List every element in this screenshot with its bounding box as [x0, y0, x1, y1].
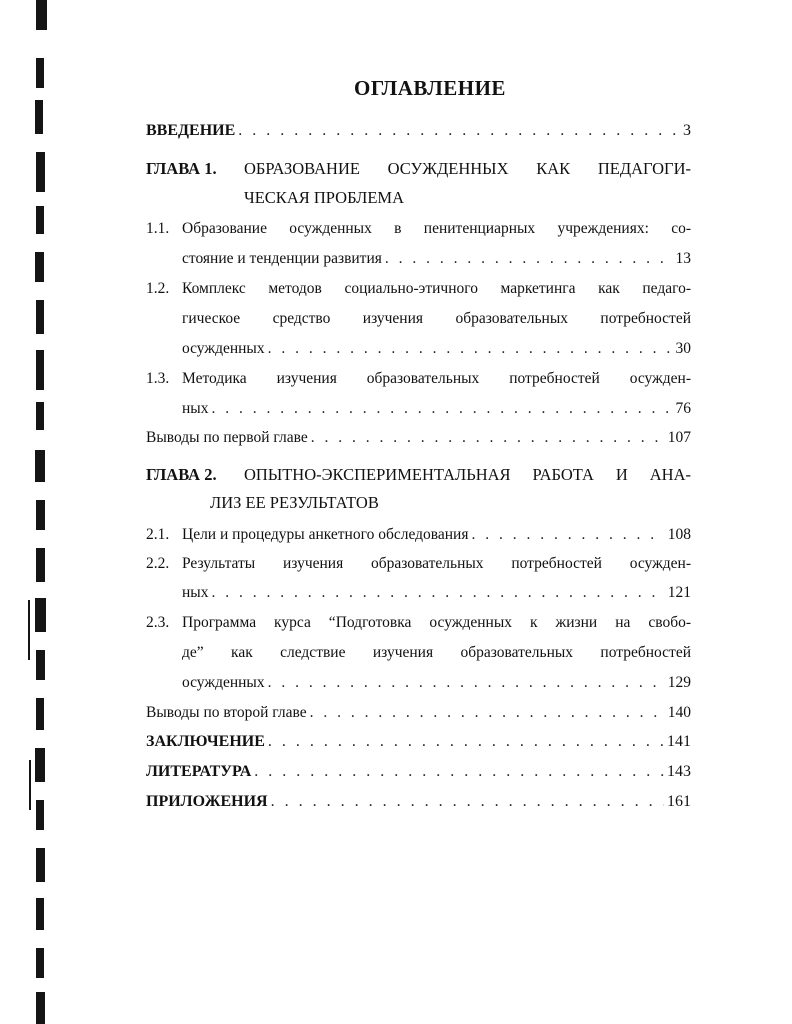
toc-chapter-1[interactable] — [146, 156, 691, 182]
page-number: 161 — [667, 793, 691, 810]
toc-entry-literature[interactable] — [146, 759, 691, 785]
section-number: 2.2. — [146, 555, 170, 572]
section-title-line: гическое средство изучения образовательных потребностей — [182, 310, 691, 327]
section-title-line: де” как следствие изучения образовательных потребностей — [182, 644, 691, 661]
binding-mark — [35, 450, 45, 482]
page-number: 143 — [667, 763, 691, 780]
section-number: 2.1. — [146, 526, 170, 543]
dot-leader — [268, 729, 664, 755]
binding-mark — [36, 0, 47, 30]
toc-section-1-1-cont — [182, 246, 691, 272]
chapter-title-line: ОПЫТНО-ЭКСПЕРИМЕНТАЛЬНАЯ РАБОТА И АНА- — [244, 465, 691, 484]
binding-mark — [36, 152, 45, 192]
section-number: 1.1. — [146, 220, 170, 237]
binding-mark — [35, 252, 44, 282]
dot-leader — [254, 759, 664, 785]
page-number: 121 — [667, 584, 691, 601]
page-number: 108 — [667, 526, 691, 543]
section-title-line: осужденных — [182, 674, 265, 691]
toc-section-2-2-cont — [182, 580, 691, 606]
binding-mark — [36, 992, 45, 1024]
binding-mark — [35, 100, 43, 134]
chapter-title-line: ОБРАЗОВАНИЕ ОСУЖДЕННЫХ КАК ПЕДАГОГИ- — [244, 159, 691, 178]
toc-section-2-3-cont2 — [182, 670, 691, 696]
binding-mark — [36, 402, 44, 430]
dot-leader — [268, 670, 665, 696]
page-number: 141 — [667, 733, 691, 750]
binding-mark — [36, 206, 44, 234]
binding-mark — [36, 948, 44, 978]
section-title-line: Программа курса “Подготовка осужденных к жизни на свобо- — [182, 614, 691, 631]
dot-leader — [271, 789, 664, 815]
toc-section-1-2[interactable] — [146, 276, 691, 302]
section-title-line: Методика изучения образовательных потребностей осужден- — [182, 370, 691, 387]
binding-mark — [36, 698, 44, 730]
binding-mark — [29, 760, 31, 810]
dot-leader — [268, 336, 673, 362]
page-number: 129 — [667, 674, 691, 691]
page-number: 30 — [675, 340, 691, 357]
page-number: 107 — [667, 429, 691, 446]
toc-label: ЗАКЛЮЧЕНИЕ — [146, 733, 265, 750]
binding-mark — [36, 848, 45, 882]
toc-entry-appendices[interactable] — [146, 789, 691, 815]
binding-mark — [35, 748, 45, 782]
binding-mark — [28, 600, 30, 660]
dot-leader — [385, 246, 673, 272]
toc-section-1-3[interactable] — [146, 366, 691, 392]
toc-section-1-2-cont2 — [182, 336, 691, 362]
toc-section-2-3[interactable] — [146, 610, 691, 636]
page-number: 3 — [683, 122, 691, 139]
section-number: 2.3. — [146, 614, 170, 631]
binding-mark — [36, 548, 45, 582]
toc-entry-intro[interactable] — [146, 118, 691, 144]
dot-leader — [471, 522, 664, 548]
toc-section-1-2-cont — [182, 306, 691, 332]
toc-section-2-1[interactable] — [146, 522, 691, 548]
section-title-line: Цели и процедуры анкетного обследования — [182, 526, 469, 543]
toc-section-2-2[interactable] — [146, 551, 691, 577]
chapter-title-line: ЧЕСКАЯ ПРОБЛЕМА — [244, 188, 404, 207]
toc-chapter-2[interactable] — [146, 462, 691, 488]
section-number: 1.3. — [146, 370, 170, 387]
toc-label: ВВЕДЕНИЕ — [146, 122, 236, 139]
binding-mark — [35, 598, 46, 632]
dot-leader — [211, 580, 664, 606]
section-title-line: осужденных — [182, 340, 265, 357]
binding-mark — [36, 500, 45, 530]
section-title-line: Результаты изучения образовательных потребностей осужден- — [182, 555, 691, 572]
toc-entry-conclusion[interactable] — [146, 729, 691, 755]
section-title-line: стояние и тенденции развития — [182, 250, 382, 267]
page-title: ОГЛАВЛЕНИЕ — [354, 76, 506, 100]
binding-mark — [36, 650, 45, 680]
section-title-line: Образование осужденных в пенитенциарных учреждениях: со- — [182, 220, 691, 237]
page-number: 140 — [667, 704, 691, 721]
toc-section-1-1[interactable] — [146, 216, 691, 242]
dot-leader — [238, 118, 680, 144]
toc-entry-conclusions-2[interactable] — [146, 700, 691, 726]
toc-section-2-3-cont — [182, 640, 691, 666]
toc-label: ЛИТЕРАТУРА — [146, 763, 252, 780]
toc-label: Выводы по второй главе — [146, 704, 307, 721]
section-number: 1.2. — [146, 280, 170, 297]
binding-mark — [36, 898, 44, 930]
binding-mark — [36, 350, 44, 390]
chapter-label: ГЛАВА 2. — [146, 465, 217, 484]
dot-leader — [211, 396, 672, 422]
toc-chapter-2-cont — [210, 490, 691, 516]
binding-edge — [0, 0, 60, 1024]
binding-mark — [36, 300, 44, 334]
chapter-title-line: ЛИЗ ЕЕ РЕЗУЛЬТАТОВ — [210, 493, 379, 512]
section-title-line: ных — [182, 584, 209, 601]
toc-section-1-3-cont — [182, 396, 691, 422]
toc-label: ПРИЛОЖЕНИЯ — [146, 793, 268, 810]
dot-leader — [310, 700, 665, 726]
toc-chapter-1-cont — [244, 185, 691, 211]
section-title-line: Комплекс методов социально-этичного маркетинга как педаго- — [182, 280, 691, 297]
section-title-line: ных — [182, 400, 209, 417]
page-number: 76 — [675, 400, 691, 417]
binding-mark — [36, 800, 44, 830]
toc-label: Выводы по первой главе — [146, 429, 308, 446]
page-number: 13 — [675, 250, 691, 267]
dot-leader — [311, 425, 665, 451]
toc-entry-conclusions-1[interactable] — [146, 425, 691, 451]
chapter-label: ГЛАВА 1. — [146, 159, 217, 178]
